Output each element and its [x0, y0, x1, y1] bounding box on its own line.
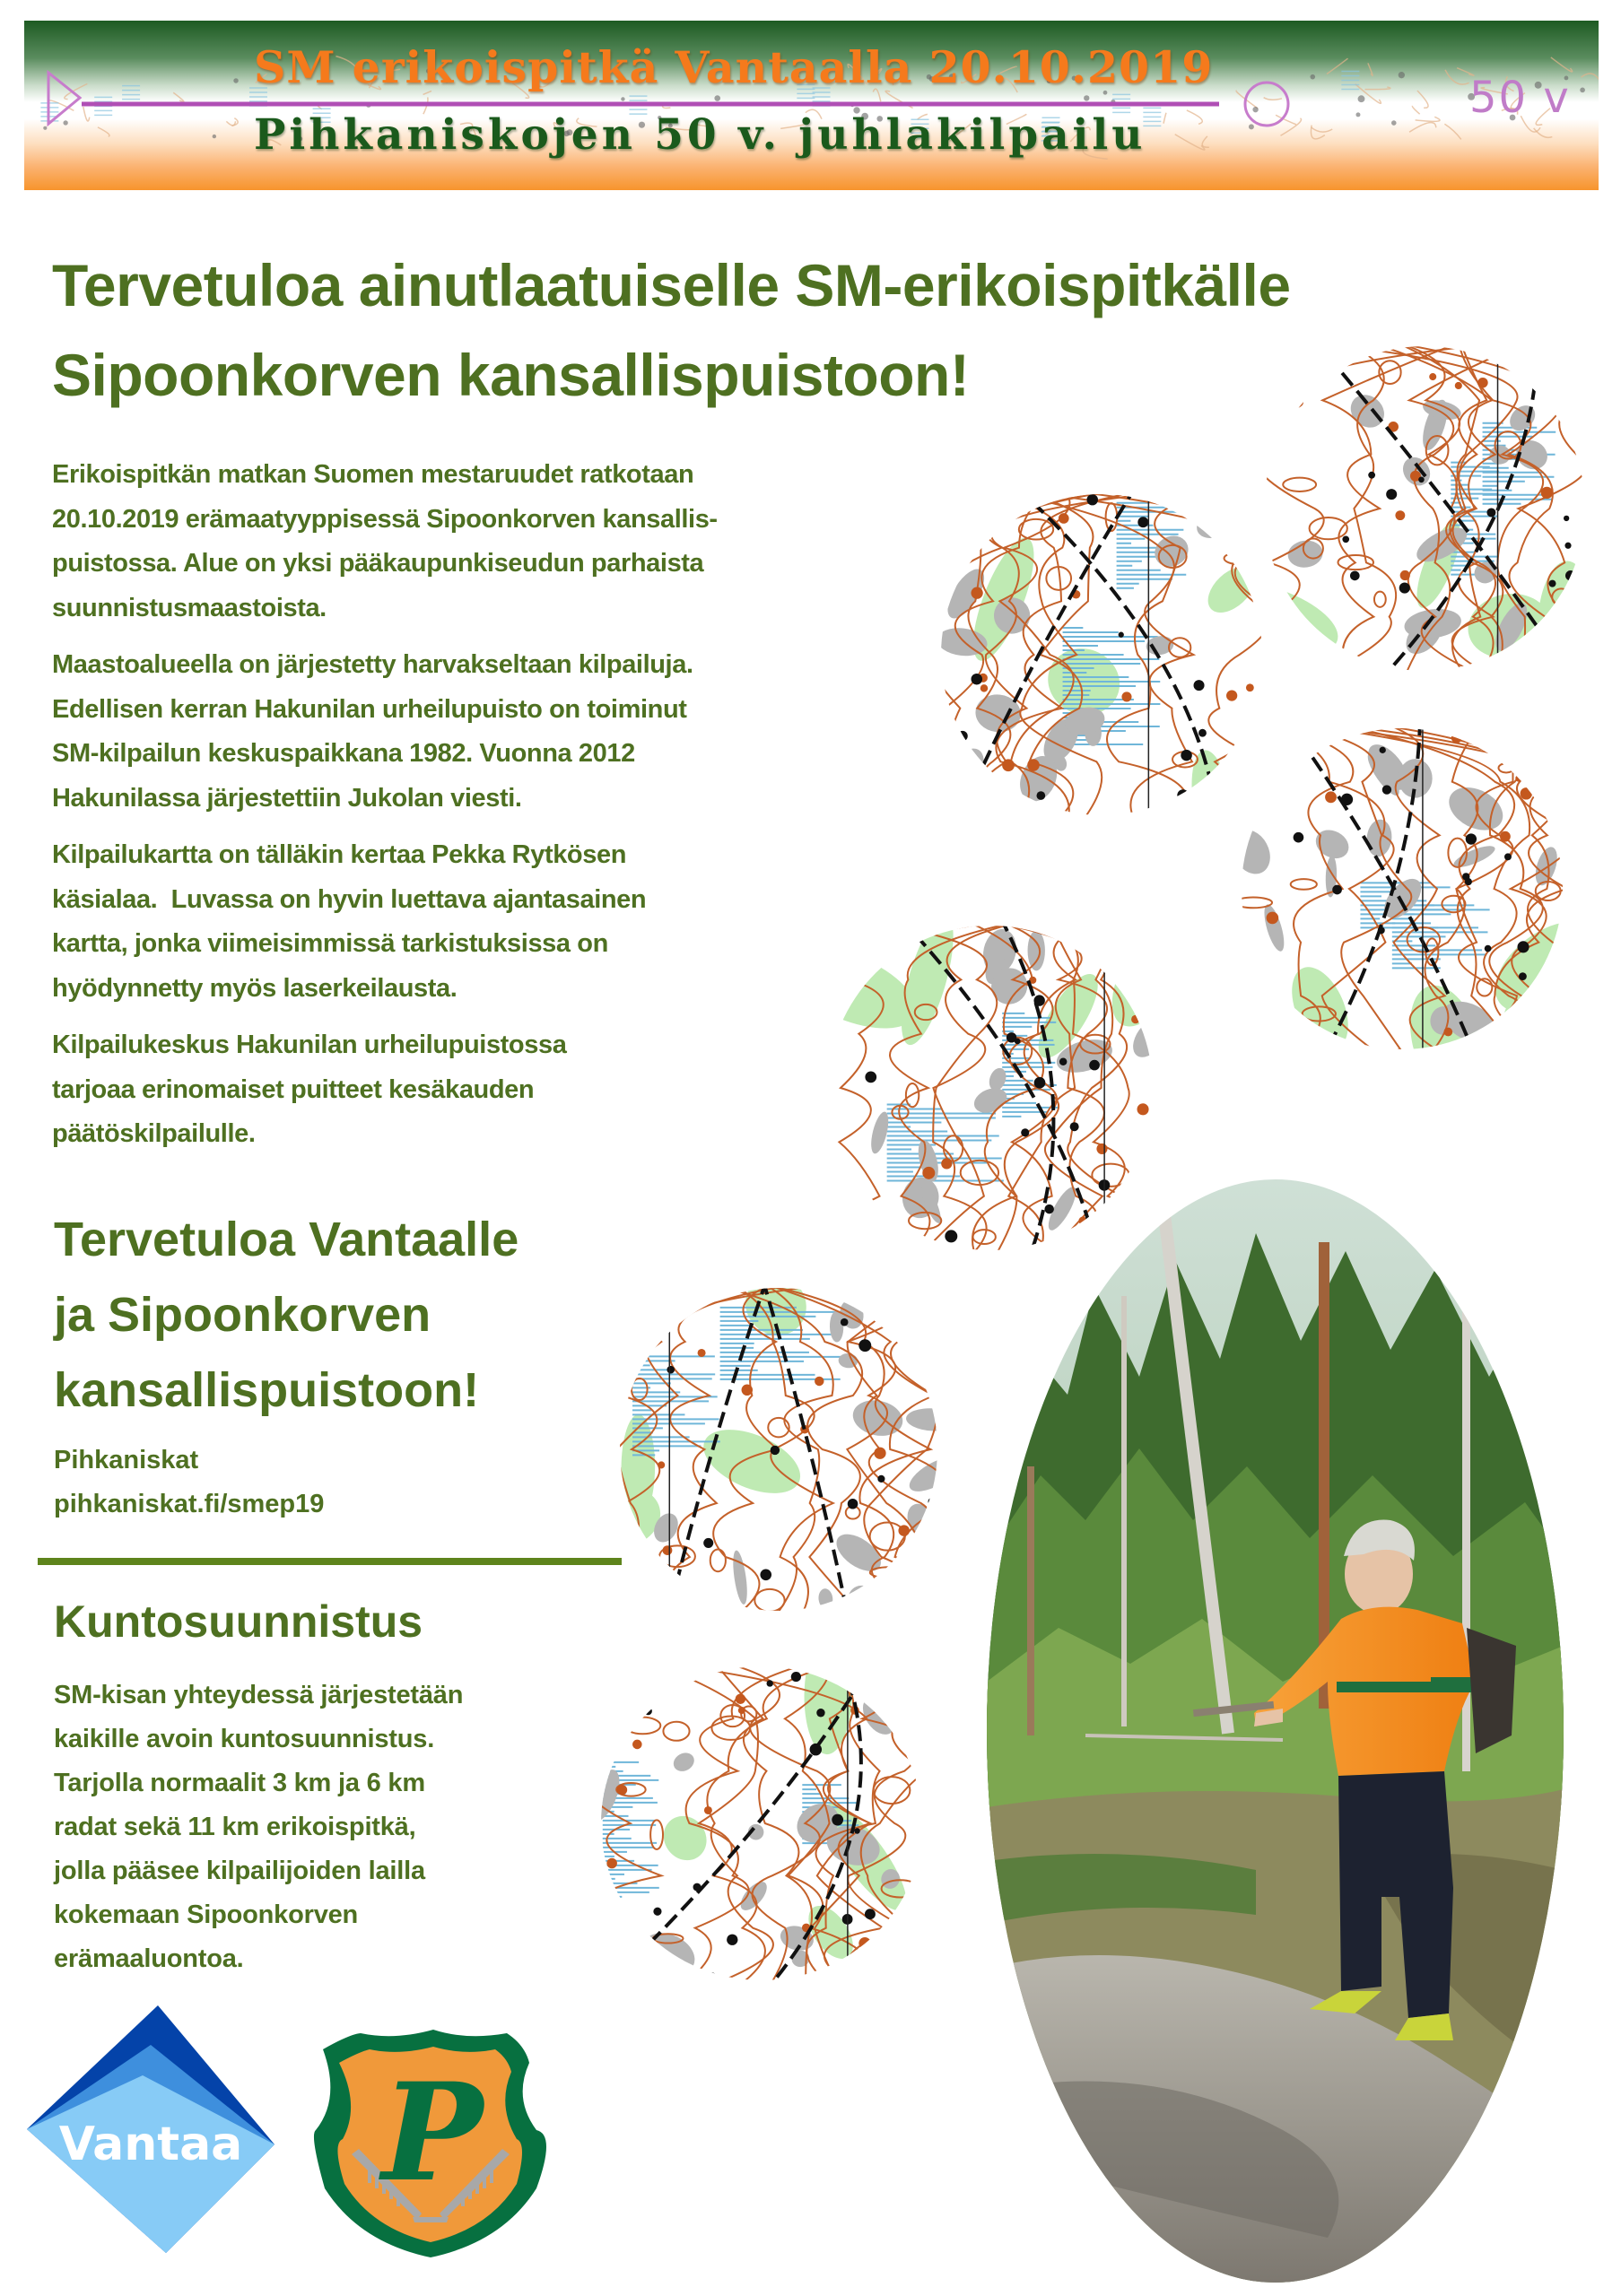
vantaa-logo-text: Vantaa — [58, 2118, 243, 2171]
text-line: suunnistusmaastoista. — [52, 593, 327, 622]
text-line: SM-kilpailun keskuspaikkana 1982. Vuonna 2012 — [52, 739, 635, 768]
intro-paragraph — [52, 1023, 949, 1157]
kuntosuunnistus-heading: Kuntosuunnistus — [54, 1596, 423, 1647]
club-info — [54, 1439, 324, 1526]
text-line: Tarjolla normaalit 3 km ja 6 km — [54, 1769, 425, 1797]
map-excerpt-image — [601, 1666, 922, 1980]
text-line: SM-kisan yhteydessä järjestetään — [54, 1681, 464, 1709]
page-title-line: Tervetuloa ainutlaatuiselle SM-erikoispitkälle — [52, 252, 1291, 318]
text-line: kaikille avoin kuntosuunnistus. — [54, 1725, 435, 1753]
header-banner — [24, 21, 1599, 190]
text-line: Kilpailukartta on tälläkin kertaa Pekka Rytkösen — [52, 840, 627, 869]
map-excerpt-image — [828, 926, 1153, 1250]
club-link[interactable]: pihkaniskat.fi/smep19 — [54, 1490, 325, 1518]
text-line: tarjoaa erinomaiset puitteet kesäkauden — [52, 1074, 535, 1104]
text-line: jolla pääsee kilpailijoiden lailla — [54, 1857, 425, 1885]
intro-paragraph — [52, 453, 949, 631]
map-excerpt-image — [941, 494, 1262, 815]
welcome-heading — [54, 1202, 519, 1428]
anniversary-label: 50 v — [1469, 73, 1571, 123]
text-line: hyödynnetty myös laserkeilausta. — [52, 973, 458, 1003]
welcome-heading-line: ja Sipoonkorven — [54, 1288, 431, 1342]
intro-paragraph — [52, 643, 949, 821]
text-line: päätöskilpailulle. — [52, 1119, 256, 1148]
vantaa-logo — [0, 1973, 305, 2278]
welcome-heading-line: Tervetuloa Vantaalle — [54, 1213, 519, 1266]
map-excerpt-image — [1264, 346, 1585, 671]
welcome-heading-line: kansallispuistoon! — [54, 1363, 480, 1417]
intro-paragraph — [52, 833, 949, 1011]
orienteer-photo — [987, 1179, 1564, 2283]
text-line: 20.10.2019 erämaatyyppisessä Sipoonkorven kansallis- — [52, 504, 718, 534]
text-line: erämaaluontoa. — [54, 1944, 244, 1973]
banner-subtitle: Pihkaniskojen 50 v. juhlakilpailu — [254, 110, 1146, 160]
section-divider — [38, 1558, 622, 1565]
text-line: Erikoispitkän matkan Suomen mestaruudet ratkotaan — [52, 460, 694, 489]
kuntosuunnistus-text — [54, 1674, 463, 1981]
pihkaniskat-shield-logo — [305, 2009, 565, 2278]
page-title-line: Sipoonkorven kansallispuistoon! — [52, 342, 970, 408]
intro-text — [52, 453, 949, 1170]
shield-letter: P — [381, 2054, 484, 2212]
map-excerpt-image — [620, 1288, 937, 1611]
text-line: puistossa. Alue on yksi pääkaupunkiseudun parhaista — [52, 549, 704, 578]
text-line: kokemaan Sipoonkorven — [54, 1900, 359, 1929]
text-line: radat sekä 11 km erikoispitkä, — [54, 1813, 416, 1841]
banner-title: SM erikoispitkä Vantaalla 20.10.2019 — [254, 41, 1214, 93]
club-name: Pihkaniskat — [54, 1446, 199, 1474]
page-title — [52, 240, 1487, 420]
text-line: Hakunilassa järjestettiin Jukolan viesti. — [52, 783, 522, 813]
text-line: käsialaa. Luvassa on hyvin luettava ajantasainen — [52, 884, 647, 914]
text-line: kartta, jonka viimeisimmissä tarkistuksissa on — [52, 929, 608, 958]
text-line: Maastoalueella on järjestetty harvakseltaan kilpailuja. — [52, 650, 693, 679]
forest-photo-illustration — [987, 1179, 1564, 2283]
text-line: Kilpailukeskus Hakunilan urheilupuistossa — [52, 1031, 567, 1059]
map-excerpt-image — [1242, 728, 1563, 1049]
text-line: Edellisen kerran Hakunilan urheilupuisto on toiminut — [52, 694, 687, 724]
